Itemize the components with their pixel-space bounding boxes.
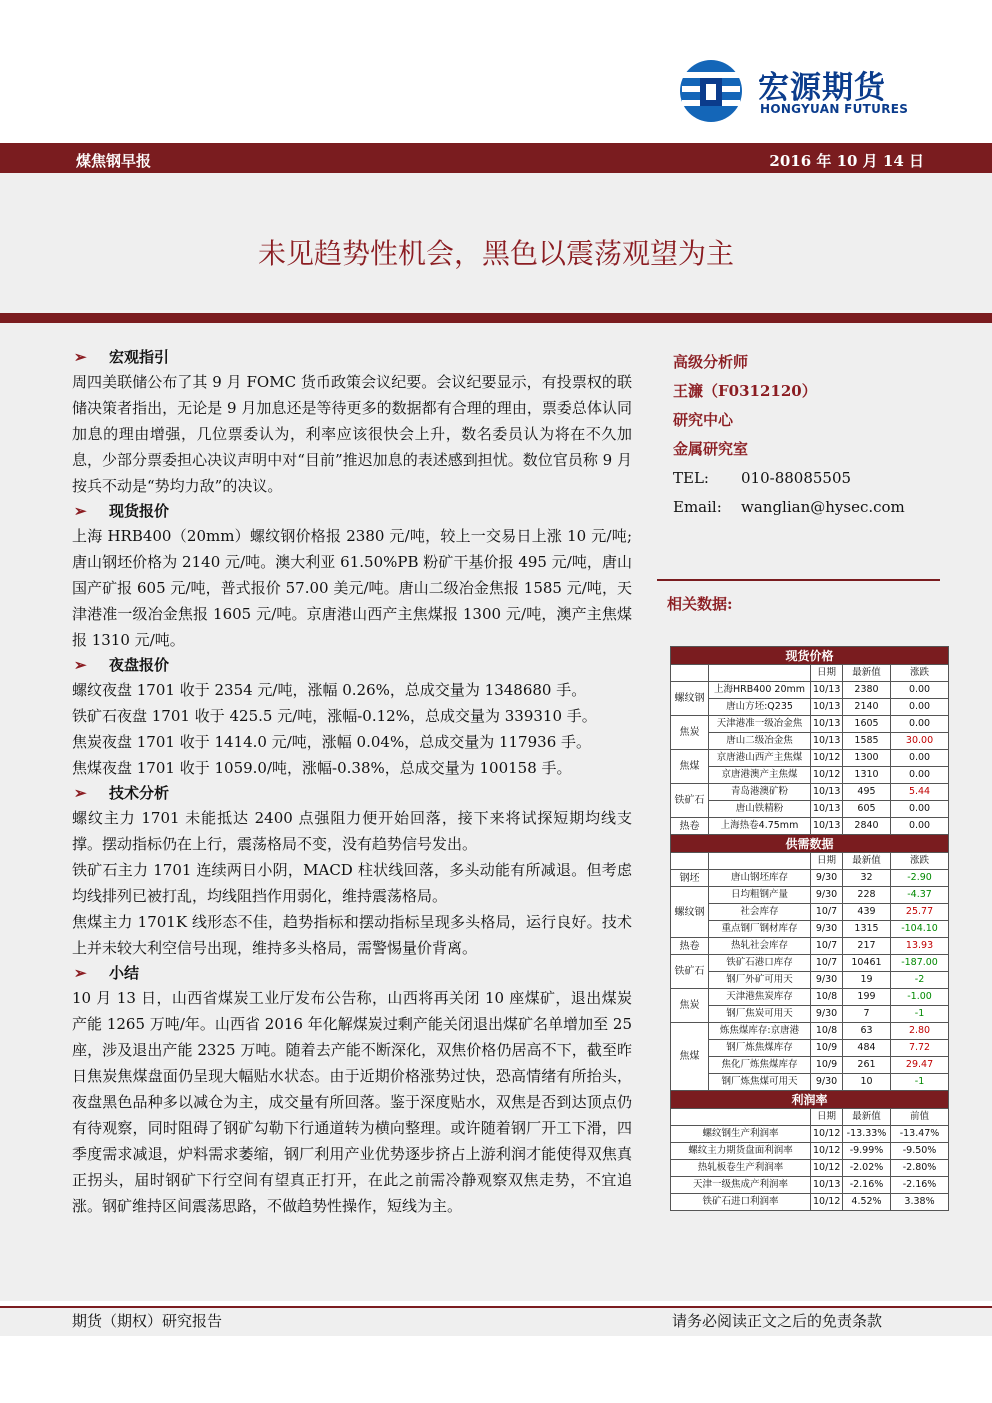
report-date: 2016 年 10 月 14 日 [769,152,924,170]
section-paragraph: 铁矿石主力 1701 连续两日小阴，MACD 柱状线回落，多头动能有所减退。但考虑均线排列已被打乱，均线阻挡作用弱化，维持震荡格局。 [72,861,632,905]
table-cell: 唐山方坯:Q235 [709,699,811,716]
group-label: 螺纹钢 [671,682,709,716]
table-cell: -187.00 [891,955,949,972]
table-cell: 9/30 [811,921,843,938]
footer-disclaimer-link[interactable]: 请务必阅读正文之后的免责条款 [671,1312,882,1330]
section-title: 现货报价 [109,502,170,520]
table-cell: 439 [843,904,891,921]
section-heading [72,345,632,369]
table-cell: -1 [891,1074,949,1091]
section-heading [72,653,632,677]
main-column [72,345,632,1219]
analyst-name: 王濂（F0312120） [673,382,817,400]
analyst-card [673,348,953,522]
table-cell: 10/12 [811,1160,843,1177]
table-cell: 32 [843,870,891,887]
table-cell: 0.00 [891,767,949,784]
table-cell: 10/8 [811,1023,843,1040]
table-cell: 10/12 [811,750,843,767]
group-label: 焦炭 [671,989,709,1023]
table-cell: 10/13 [811,818,843,835]
arrow-bullet-icon: ➢ [74,784,87,802]
table-cell: 10/13 [811,733,843,750]
header-cell [709,853,811,870]
table-column-header [671,1109,949,1126]
table-row [671,1006,949,1023]
table-row [671,1160,949,1177]
tel-value: 010-88085505 [741,469,852,487]
table-cell: 3.38% [891,1194,949,1211]
table-cell: -2.02% [843,1160,891,1177]
table-cell: 钢厂炼焦煤库存 [709,1040,811,1057]
section-paragraph: 周四美联储公布了其 9 月 FOMC 货币政策会议纪要。会议纪要显示，有投票权的联储决策者指出，无论是 9 月加息还是等待更多的数据都有合理的理由，票委总体认同加息的理由增强，几位票委认为，利率应该很快会上升，数名委员认为将在不久加息，少部分票委担心决议声明中对“目前”推迟加息的表述感到担忧。数位官员称 9 月按兵不动是“势均力敌”的决议。 [72,373,632,495]
header-cell [671,665,709,682]
table-cell: 螺纹主力期货盘面利润率 [671,1143,811,1160]
table-row [671,818,949,835]
table-cell: -104.10 [891,921,949,938]
section-paragraph: 10 月 13 日，山西省煤炭工业厅发布公告称，山西将再关闭 10 座煤矿，退出煤炭产能 1265 万吨/年。山西省 2016 年化解煤炭过剩产能关闭退出煤矿名单增加至 25 座，涉及退出产能 2325 万吨。随着去产能不断深化，双焦价格仍居高不下，截至昨日焦炭焦煤盘面仍呈现大幅贴水状态。由于近期价格涨势过快，恐高情绪有所抬头，夜盘黑色品种多以减仓为主，成交量有所回落。鉴于深度贴水，双焦是否到达顶点仍有待观察，同时阻碍了钢矿勾勒下行通道转为横向整理。或许随着钢厂开工下滑，四季度需求减退，炉料需求萎缩，钢厂利用产业优势逐步挤占上游利润才能使得双焦真正拐头，届时钢矿下行空间有望真正打开，在此之前需冷静观察双焦走势，不宜追涨。钢矿维持区间震荡思路，不做趋势性操作，短线为主。 [72,989,632,1215]
table-cell: 0.00 [891,682,949,699]
table-row [671,784,949,801]
table-cell: 2380 [843,682,891,699]
analyst-dept: 研究中心 [673,411,734,429]
analyst-room: 金属研究室 [673,440,749,458]
group-label: 铁矿石 [671,955,709,989]
section-title: 技术分析 [109,784,170,802]
table-cell: 605 [843,801,891,818]
email-label: Email: [673,498,722,516]
group-label: 铁矿石 [671,784,709,818]
table-cell: -9.50% [891,1143,949,1160]
section-heading [72,499,632,523]
table-cell: 铁矿石港口库存 [709,955,811,972]
table-cell: 10/12 [811,1194,843,1211]
table-cell: 天津港准一级冶金焦 [709,716,811,733]
analyst-tel [673,464,953,493]
header-cell [709,665,811,682]
table-row [671,921,949,938]
header-cell: 涨跌 [891,853,949,870]
table-cell: 焦化厂炼焦煤库存 [709,1057,811,1074]
table-cell: 唐山铁精粉 [709,801,811,818]
table-cell: 社会库存 [709,904,811,921]
table-cell: 9/30 [811,1074,843,1091]
table-cell: 上海热卷4.75mm [709,818,811,835]
analyst-email [673,493,953,522]
section-title: 小结 [109,964,140,982]
table-cell: 京唐港澳产主焦煤 [709,767,811,784]
arrow-bullet-icon: ➢ [74,964,87,982]
table-cell: -1 [891,1006,949,1023]
section-paragraph: 上海 HRB400（20mm）螺纹钢价格报 2380 元/吨，较上一交易日上涨 10 元/吨; 唐山钢坯价格为 2140 元/吨。澳大利亚 61.50%PB 粉矿干基价报 495 元/吨，唐山国产矿报 605 元/吨，普式报价 57.00 美元/吨。唐山二级冶金焦报 1585 元/吨，天津港准一级冶金焦报 1605 元/吨。京唐港山西产主焦煤报 1300 元/吨，澳产主焦煤报 1310 元/吨。 [72,527,632,649]
table-cell: 10 [843,1074,891,1091]
table-cell: 5.44 [891,784,949,801]
table-cell: -1.00 [891,989,949,1006]
table-cell: 10/7 [811,938,843,955]
table-cell: 495 [843,784,891,801]
market-data-table [670,646,949,1211]
group-label: 焦煤 [671,1023,709,1091]
brand-name-cn: 宏源期货 [758,70,886,106]
table-cell: 铁矿石进口利润率 [671,1194,811,1211]
table-cell: 10/7 [811,955,843,972]
table-cell: 10/12 [811,1143,843,1160]
table-cell: 钢厂焦炭可用天 [709,1006,811,1023]
table-row [671,955,949,972]
table-cell: 钢厂炼焦煤可用天 [709,1074,811,1091]
table-row [671,972,949,989]
table-cell: 炼焦煤库存:京唐港 [709,1023,811,1040]
header-cell: 日期 [811,665,843,682]
table-row [671,887,949,904]
header-cell: 最新值 [843,665,891,682]
table-cell: 217 [843,938,891,955]
title-divider [0,313,992,323]
table-row [671,699,949,716]
table-cell: 7.72 [891,1040,949,1057]
table-cell: 重点钢厂钢材库存 [709,921,811,938]
table-cell: -4.37 [891,887,949,904]
table-cell: 9/30 [811,870,843,887]
table-cell: -2.16% [891,1177,949,1194]
table-cell: 日均粗钢产量 [709,887,811,904]
section-paragraph: 螺纹主力 1701 未能抵达 2400 点强阻力便开始回落，接下来将试探短期均线支撑。摆动指标仍在上行，震荡格局不变，没有趋势信号发出。 [72,809,632,853]
table-cell: 25.77 [891,904,949,921]
table-cell: 30.00 [891,733,949,750]
table-cell: 0.00 [891,801,949,818]
table-section-header [671,1091,949,1109]
table-cell: 唐山二级冶金焦 [709,733,811,750]
section-paragraph: 焦炭夜盘 1701 收于 1414.0 元/吨，涨幅 0.04%，总成交量为 117936 手。 [72,733,592,751]
table-cell: 京唐港山西产主焦煤 [709,750,811,767]
table-cell: -2.90 [891,870,949,887]
table-cell: 10/9 [811,1057,843,1074]
table-row [671,1177,949,1194]
section-paragraph: 焦煤主力 1701K 线形态不佳，趋势指标和摆动指标呈现多头格局，运行良好。技术上并未较大利空信号出现，维持多头格局，需警惕量价背离。 [72,913,632,957]
hongyuan-logo-icon [678,58,744,124]
header-cell: 最新值 [843,1109,891,1126]
table-cell: 10461 [843,955,891,972]
table-cell: 0.00 [891,750,949,767]
table-row [671,767,949,784]
table-cell: 10/13 [811,682,843,699]
table-cell: 261 [843,1057,891,1074]
table-cell: -13.47% [891,1126,949,1143]
section-paragraph: 焦煤夜盘 1701 收于 1059.0/吨，涨幅-0.38%，总成交量为 100158 手。 [72,759,572,777]
company-logo [678,58,928,124]
table-cell: 9/30 [811,887,843,904]
table-row [671,1023,949,1040]
arrow-bullet-icon: ➢ [74,348,87,366]
section-title: 夜盘报价 [109,656,170,674]
table-cell: 7 [843,1006,891,1023]
header-cell: 最新值 [843,853,891,870]
table-cell: 10/13 [811,1177,843,1194]
table-cell: 2140 [843,699,891,716]
table-cell: 1585 [843,733,891,750]
table-cell: 热轧社会库存 [709,938,811,955]
section-heading [72,961,632,985]
table-cell: 青岛港澳矿粉 [709,784,811,801]
table-cell: 9/30 [811,972,843,989]
group-label: 钢坯 [671,870,709,887]
header-cell: 前值 [891,1109,949,1126]
table-cell: 钢厂外矿可用天 [709,972,811,989]
table-row [671,870,949,887]
table-cell: 29.47 [891,1057,949,1074]
table-cell: 唐山钢坯库存 [709,870,811,887]
table-cell: 10/7 [811,904,843,921]
group-label: 焦煤 [671,750,709,784]
table-cell: 199 [843,989,891,1006]
table-section-title: 供需数据 [671,835,949,853]
table-cell: 10/13 [811,699,843,716]
table-cell: 10/8 [811,989,843,1006]
table-row [671,801,949,818]
header-cell: 日期 [811,1109,843,1126]
header-cell: 涨跌 [891,665,949,682]
table-cell: 4.52% [843,1194,891,1211]
table-cell: 2.80 [891,1023,949,1040]
sidebar-divider [657,579,940,581]
table-row [671,1074,949,1091]
table-cell: 10/12 [811,767,843,784]
table-row [671,750,949,767]
table-row [671,733,949,750]
header-cell [671,1109,811,1126]
arrow-bullet-icon: ➢ [74,502,87,520]
table-cell: -2 [891,972,949,989]
table-cell: 10/12 [811,1126,843,1143]
table-section-header [671,835,949,853]
group-label: 螺纹钢 [671,887,709,938]
table-cell: -2.16% [843,1177,891,1194]
table-row [671,1057,949,1074]
email-value: wanglian@hysec.com [741,498,905,516]
arrow-bullet-icon: ➢ [74,656,87,674]
table-row [671,904,949,921]
table-column-header [671,665,949,682]
footer-divider [0,1306,992,1308]
analyst-title: 高级分析师 [673,353,749,371]
table-cell: 13.93 [891,938,949,955]
table-cell: 0.00 [891,699,949,716]
page-title: 未见趋势性机会，黑色以震荡观望为主 [257,237,734,270]
tel-label: TEL: [673,469,709,487]
table-section-header [671,647,949,665]
table-row [671,682,949,699]
table-cell: 1315 [843,921,891,938]
header-cell: 日期 [811,853,843,870]
table-section-title: 利润率 [671,1091,949,1109]
table-cell: 228 [843,887,891,904]
group-label: 焦炭 [671,716,709,750]
brand-name-en: HONGYUAN FUTURES [760,102,909,116]
header-cell [671,853,709,870]
table-cell: 1605 [843,716,891,733]
table-cell: 1300 [843,750,891,767]
table-row [671,1194,949,1211]
table-cell: 螺纹钢生产利润率 [671,1126,811,1143]
table-cell: 上海HRB400 20mm [709,682,811,699]
table-cell: -9.99% [843,1143,891,1160]
table-cell: 63 [843,1023,891,1040]
table-row [671,1040,949,1057]
table-row [671,1143,949,1160]
section-title: 宏观指引 [109,348,170,366]
related-data-label: 相关数据: [667,595,733,613]
footer-left: 期货（期权）研究报告 [72,1312,223,1330]
table-row [671,1126,949,1143]
table-cell: 484 [843,1040,891,1057]
table-row [671,938,949,955]
table-row [671,716,949,733]
table-cell: 19 [843,972,891,989]
table-row [671,989,949,1006]
table-cell: 10/9 [811,1040,843,1057]
table-cell: -13.33% [843,1126,891,1143]
group-label: 热卷 [671,938,709,955]
table-cell: 天津一级焦成产利润率 [671,1177,811,1194]
table-cell: 1310 [843,767,891,784]
table-cell: 天津港焦炭库存 [709,989,811,1006]
table-cell: 10/13 [811,716,843,733]
report-name: 煤焦钢早报 [76,152,152,170]
section-heading [72,781,632,805]
table-column-header [671,853,949,870]
table-cell: 0.00 [891,716,949,733]
section-paragraph: 螺纹夜盘 1701 收于 2354 元/吨，涨幅 0.26%，总成交量为 1348680 手。 [72,681,587,699]
table-cell: -2.80% [891,1160,949,1177]
section-paragraph: 铁矿石夜盘 1701 收于 425.5 元/吨，涨幅-0.12%，总成交量为 339310 手。 [72,707,597,725]
table-cell: 9/30 [811,1006,843,1023]
table-section-title: 现货价格 [671,647,949,665]
table-cell: 10/13 [811,801,843,818]
table-cell: 2840 [843,818,891,835]
table-cell: 热轧板卷生产利润率 [671,1160,811,1177]
table-cell: 0.00 [891,818,949,835]
group-label: 热卷 [671,818,709,835]
table-cell: 10/13 [811,784,843,801]
